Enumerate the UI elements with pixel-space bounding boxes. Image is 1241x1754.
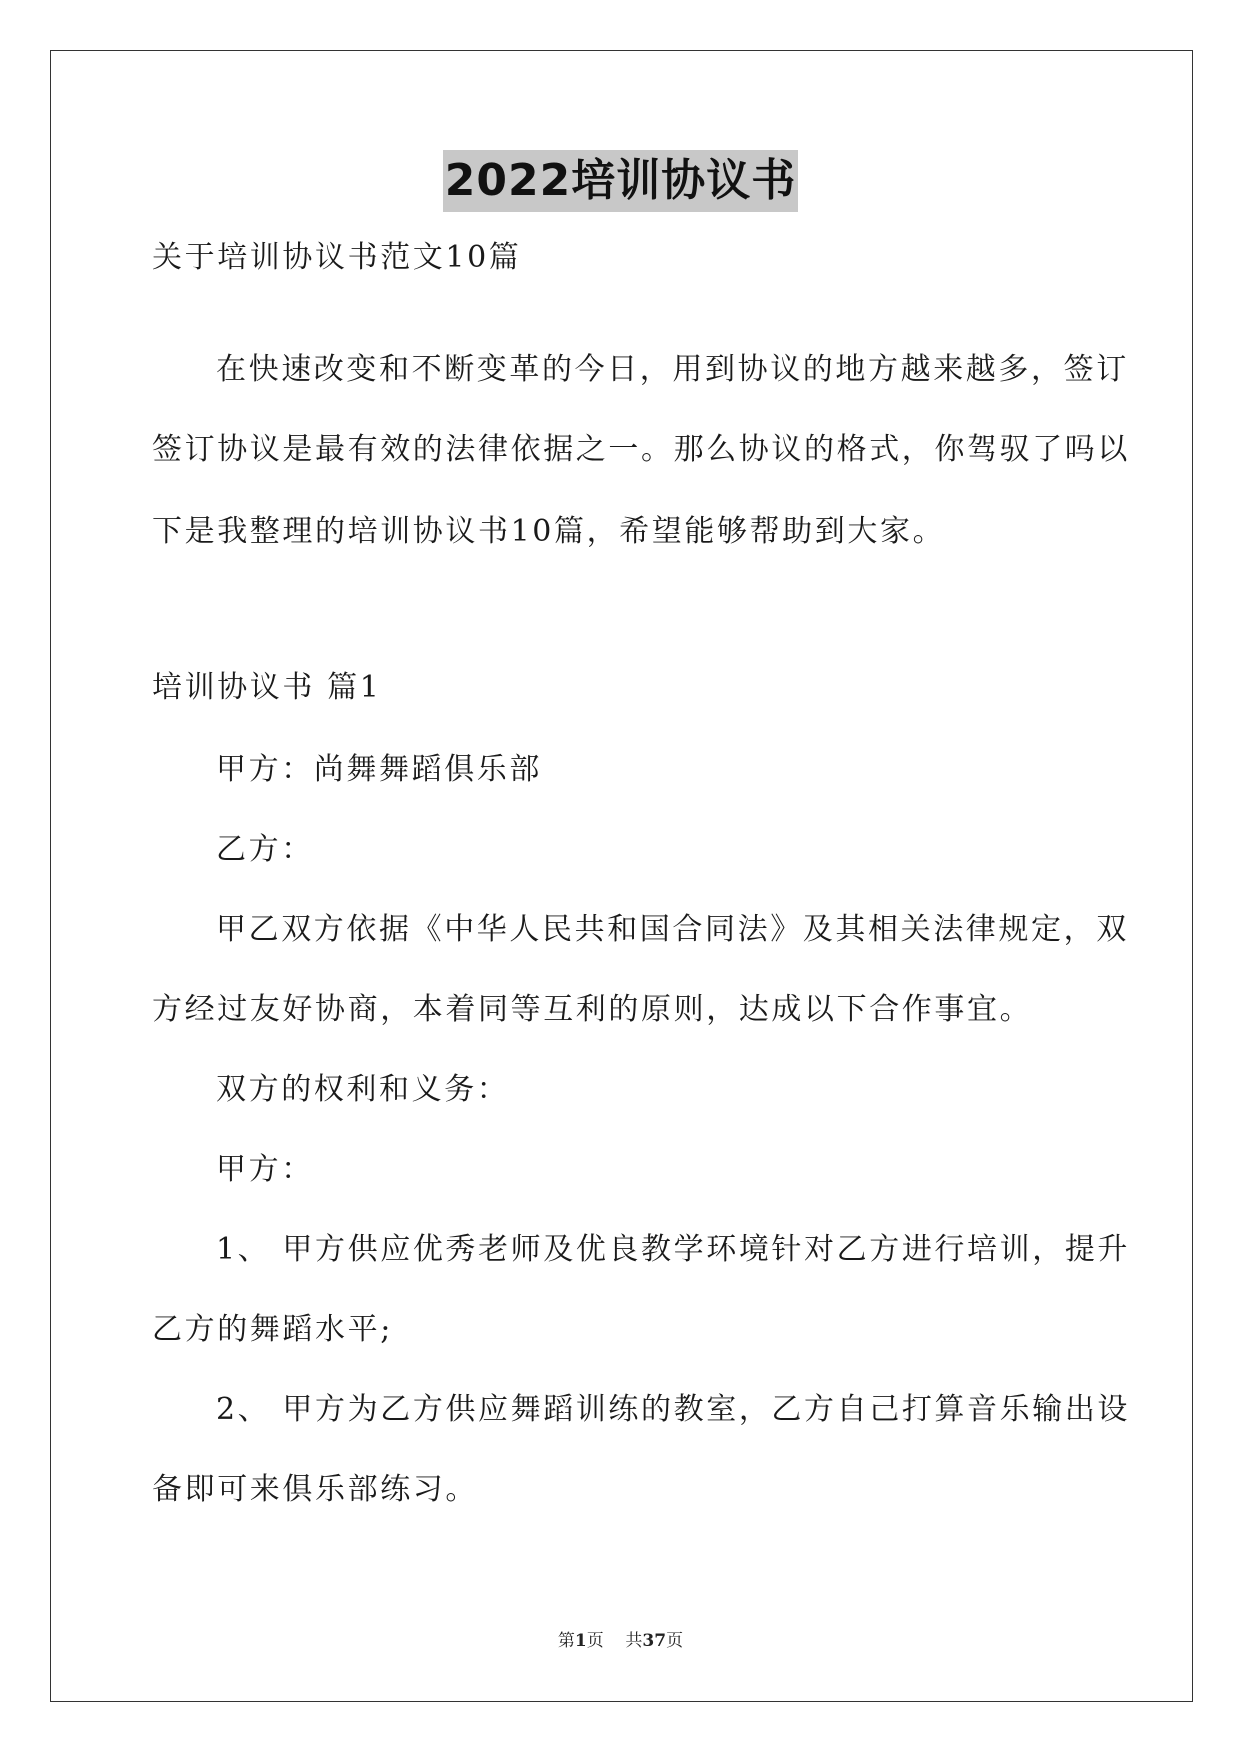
footer-mid: 页 共 (586, 1631, 643, 1651)
footer-current-page: 1 (574, 1631, 587, 1651)
party-b-line: 乙方： (216, 832, 314, 867)
title-container (0, 150, 1241, 212)
item-1-line-1: 1、 甲方供应优秀老师及优良教学环境针对乙方进行培训，提升 (216, 1232, 1131, 1267)
section-heading: 培训协议书 篇1 (152, 670, 382, 705)
item-1-line-2: 乙方的舞蹈水平; (152, 1312, 393, 1347)
footer-prefix: 第 (557, 1631, 575, 1651)
rights-heading: 双方的权利和义务： (216, 1072, 510, 1107)
page-footer (0, 1630, 1241, 1652)
page-frame (50, 50, 1193, 1702)
intro-line-1: 在快速改变和不断变革的今日，用到协议的地方越来越多，签订 (216, 352, 1129, 387)
document-subtitle: 关于培训协议书范文10篇 (152, 240, 522, 275)
footer-total-pages: 37 (642, 1631, 667, 1651)
party-a-line: 甲方：尚舞舞蹈俱乐部 (216, 752, 542, 787)
party-a-label: 甲方： (216, 1152, 314, 1187)
intro-line-2: 签订协议是最有效的法律依据之一。那么协议的格式，你驾驭了吗以 (152, 432, 1130, 467)
item-2-line-1: 2、 甲方为乙方供应舞蹈训练的教室，乙方自己打算音乐输出设 (216, 1392, 1131, 1427)
item-2-line-2: 备即可来俱乐部练习。 (152, 1472, 478, 1507)
agreement-line-1: 甲乙双方依据《中华人民共和国合同法》及其相关法律规定，双 (216, 912, 1129, 947)
intro-line-3: 下是我整理的培训协议书10篇，希望能够帮助到大家。 (152, 514, 946, 549)
document-title: 2022培训协议书 (443, 150, 798, 212)
agreement-line-2: 方经过友好协商，本着同等互利的原则，达成以下合作事宜。 (152, 992, 1033, 1027)
footer-suffix: 页 (666, 1631, 684, 1651)
